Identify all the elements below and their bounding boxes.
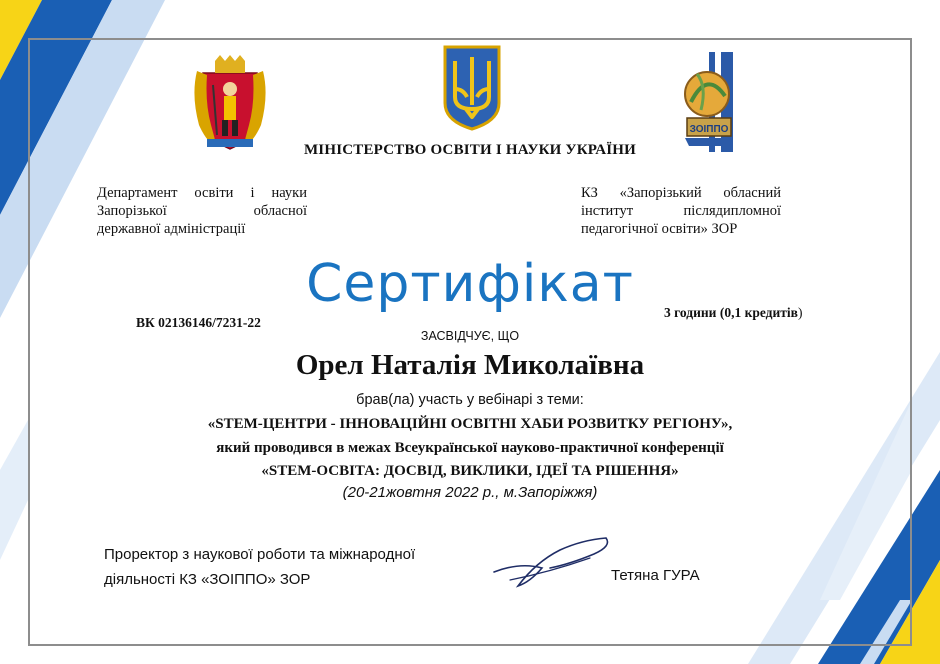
department-left-line: Запорізької обласної (97, 203, 307, 219)
signer-position (104, 542, 484, 592)
institute-right-line: педагогічної освіти» ЗОР (581, 221, 738, 237)
ministry-title: МІНІСТЕРСТВО ОСВІТИ І НАУКИ УКРАЇНИ (303, 142, 637, 158)
certificate-title: Сертифікат (306, 254, 634, 314)
signer-position-line: діяльності КЗ «ЗОІППО» ЗОР (104, 571, 311, 588)
conference-title: «STEM-ОСВІТА: ДОСВІД, ВИКЛИКИ, ІДЕЇ ТА РІШЕННЯ» (261, 463, 679, 479)
ukraine-trident-coat-of-arms-icon (441, 43, 503, 131)
hours-credits (664, 305, 802, 321)
department-left (97, 184, 307, 238)
webinar-theme: «STEM-ЦЕНТРИ - ІННОВАЦІЙНІ ОСВІТНІ ХАБИ РОЗВИТКУ РЕГІОНУ», (207, 416, 733, 432)
svg-text:ЗОІППО: ЗОІППО (689, 124, 729, 135)
hours-credits-value: 3 години (0,1 кредитів (664, 305, 798, 320)
department-left-line: Департамент освіти і науки (97, 185, 307, 201)
certificate-code: ВК 02136146/7231-22 (136, 315, 261, 330)
zoippo-institute-logo-icon (681, 52, 749, 154)
event-dates: (20-21жовтня 2022 р., м.Запоріжжя) (342, 484, 598, 501)
participation-text: брав(ла) участь у вебінарі з теми: (356, 392, 584, 408)
institute-right (581, 184, 781, 238)
zaporizhzhia-oblast-coat-of-arms-icon (187, 55, 273, 153)
recipient-name: Орел Наталія Миколаївна (295, 349, 645, 381)
institute-right-line: інститут післядипломної (581, 203, 781, 219)
institute-right-line: КЗ «Запорізький обласний (581, 185, 781, 201)
conference-line: який проводився в межах Всеукраїнської науково-практичної конференції (216, 440, 724, 456)
certifies-text: ЗАСВІДЧУЄ, ЩО (420, 329, 520, 343)
department-left-line: державної адміністрації (97, 221, 246, 237)
signer-name: Тетяна ГУРА (611, 567, 700, 584)
handwritten-signature (490, 532, 620, 592)
signer-position-line: Проректор з наукової роботи та міжнародної (104, 546, 416, 563)
hours-credits-paren: ) (797, 305, 803, 320)
